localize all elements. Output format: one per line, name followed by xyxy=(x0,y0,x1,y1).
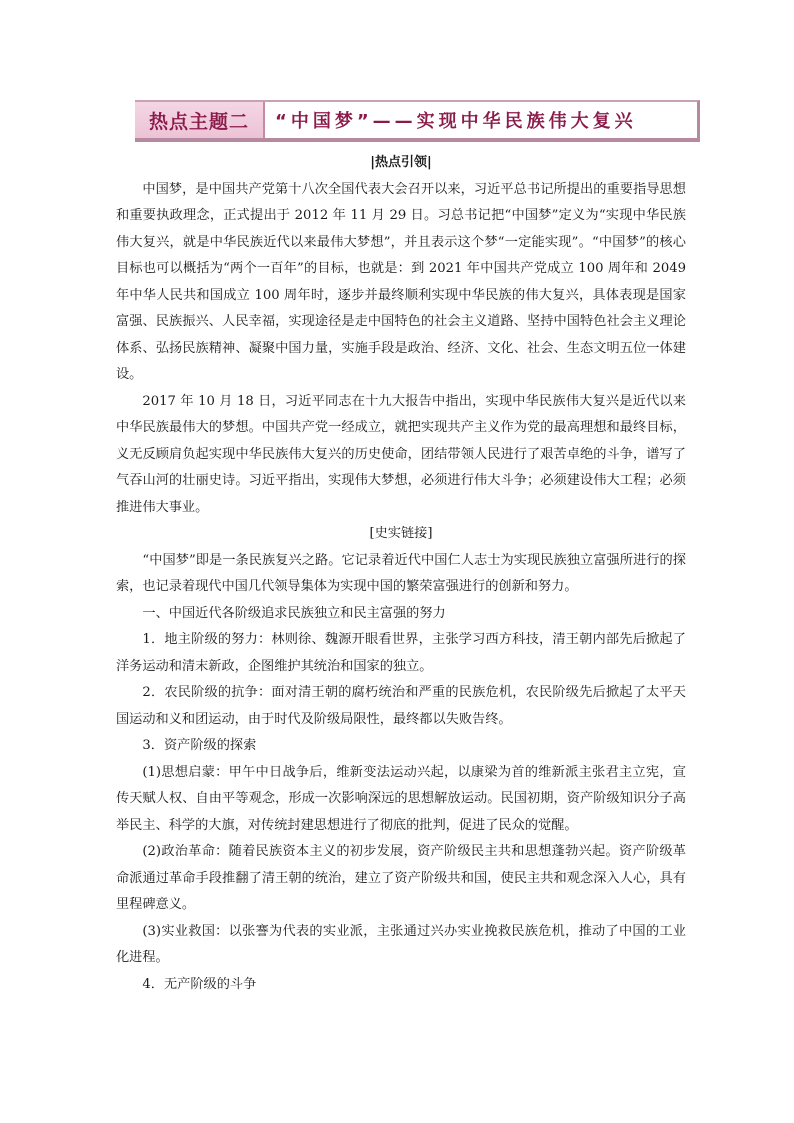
item-political-revolution: (2)政治革命：随着民族资本主义的初步发展，资产阶级民主共和思想蓬勃兴起。资产阶级革命派通过革命手段推翻了清王朝的统治，建立了资产阶级共和国，使民主共和观念深入人心，具有里程碑意义。 xyxy=(116,844,686,912)
topic-title: “中国梦”——实现中华民族伟大复兴 xyxy=(275,111,637,132)
item-landlord-class: 1．地主阶级的努力：林则徐、魏源开眼看世界，主张学习西方科技，清王朝内部先后掀起了洋务运动和清末新政，企图维护其统治和国家的独立。 xyxy=(116,632,686,674)
link-heading: [史实链接] xyxy=(369,526,433,541)
item-enlightenment: (1)思想启蒙：甲午中日战争后，维新变法运动兴起，以康梁为首的维新派主张君主立宪，宣传天赋人权、自由平等观念，形成一次影响深远的思想解放运动。民国初期，资产阶级知识分子高举民主、科学的大旗，对传统封建思想进行了彻底的批判，促进了民众的觉醒。 xyxy=(116,764,686,833)
item-peasant-class: 2．农民阶级的抗争：面对清王朝的腐朽统治和严重的民族危机，农民阶级先后掀起了太平天国运动和义和团运动，由于时代及阶级局限性，最终都以失败告终。 xyxy=(116,685,686,727)
item-proletariat-heading: 4．无产阶级的斗争 xyxy=(142,976,257,992)
paragraph-china-dream-definition: 中国梦，是中国共产党第十八次全国代表大会召开以来，习近平总书记所提出的重要指导思想和重要执政理念，正式提出于 2012 年 11 月 29 日。习总书记把“中国梦”定义为“实现中华民族伟大复兴，就是中华民族近代以来最伟大梦想”，并且表示这个梦“一定能实现”。“中国梦”的核心目标也可以概括为“两个一百年”的目标，也就是：到 2021 年中国共产党成立 100 周年和 2049 年中华人民共和国成立 100 周年时，逐步并最终顺利实现中华民族的伟大复兴，具体表现是国家富强、民族振兴、人民幸福，实现途径是走中国特色的社会主义道路、坚持中国特色社会主义理论体系、弘扬民族精神、凝聚中国力量，实施手段是政治、经济、文化、社会、生态文明五位一体建设。 xyxy=(116,181,686,382)
item-bourgeoisie-heading: 3．资产阶级的探索 xyxy=(142,738,257,753)
paragraph-19th-congress: 2017 年 10 月 18 日，习近平同志在十九大报告中指出，实现中华民族伟大复兴是近代以来中华民族最伟大的梦想。中国共产党一经成立，就把实现共产主义作为党的最高理想和最终目标，义无反顾肩负起实现中华民族伟大复兴的历史使命，团结带领人民进行了艰苦卓绝的斗争，谱写了气吞山河的壮丽史诗。习近平指出，实现伟大梦想，必须进行伟大斗争；必须建设伟大工程；必须推进伟大事业。 xyxy=(116,393,686,515)
paragraph-intro: “中国梦”即是一条民族复兴之路。它记录着近代中国仁人志士为实现民族独立富强所进行的探索，也记录着现代中国几代领导集体为实现中国的繁荣富强进行的创新和努力。 xyxy=(116,552,686,594)
section-heading: |热点引领| xyxy=(370,155,432,170)
item-industrial-salvation: (3)实业救国：以张謇为代表的实业派，主张通过兴办实业挽救民族危机，推动了中国的工业化进程。 xyxy=(116,923,686,965)
topic-tag: 热点主题二 xyxy=(135,102,265,138)
subheading-modern-efforts: 一、中国近代各阶级追求民族独立和民主富强的努力 xyxy=(142,605,446,621)
document-body xyxy=(116,150,686,998)
topic-banner xyxy=(135,100,700,142)
